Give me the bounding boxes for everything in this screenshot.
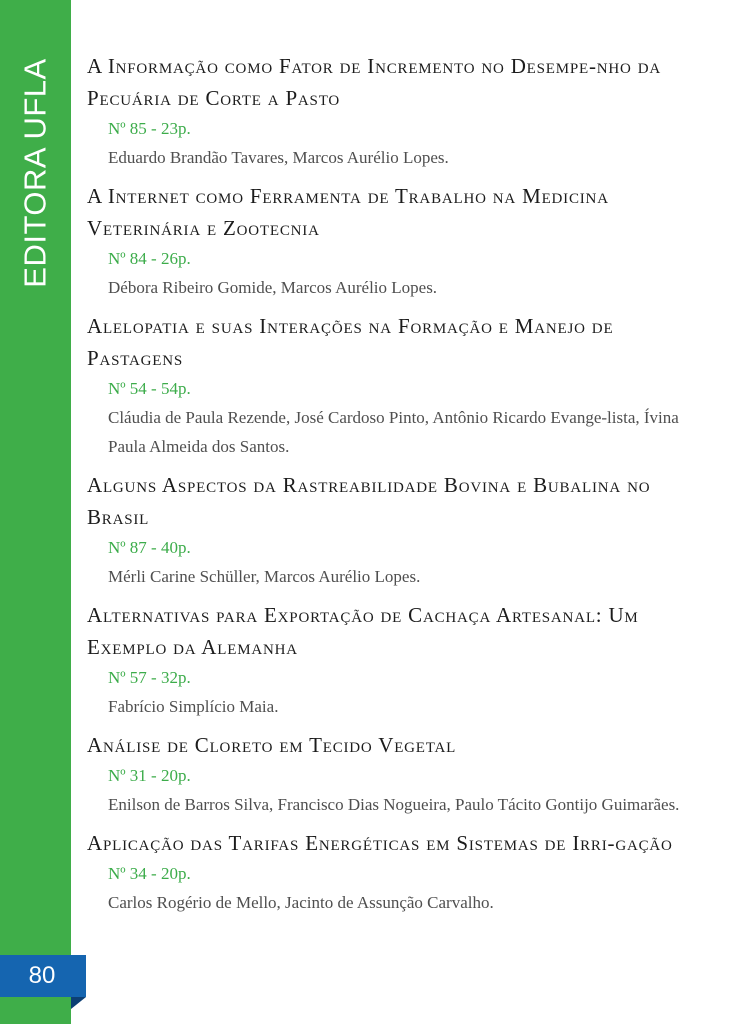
catalog-entry — [87, 50, 685, 172]
entry-authors: Mérli Carine Schüller, Marcos Aurélio Lopes. — [108, 567, 421, 586]
entry-number: Nº 54 - 54p. — [108, 379, 191, 398]
entry-title: Alguns Aspectos da Rastreabilidade Bovina e Bubalina no Brasil — [87, 473, 651, 529]
entry-authors: Cláudia de Paula Rezende, José Cardoso Pinto, Antônio Ricardo Evange-lista, Ívina Paula Almeida dos Santos. — [108, 408, 679, 456]
catalog-entry — [87, 599, 685, 721]
entry-authors: Enilson de Barros Silva, Francisco Dias Nogueira, Paulo Tácito Gontijo Guimarães. — [108, 795, 680, 814]
entry-title: Alelopatia e suas Interações na Formação e Manejo de Pastagens — [87, 314, 614, 370]
entry-title: Alternativas para Exportação de Cachaça Artesanal: Um Exemplo da Alemanha — [87, 603, 639, 659]
page-number: 80 — [28, 962, 56, 989]
catalog-entries — [87, 50, 685, 925]
entry-title: Aplicação das Tarifas Energéticas em Sistemas de Irri-gação — [87, 831, 673, 855]
publisher-name: EDITORA UFLA — [18, 58, 53, 288]
entry-authors: Eduardo Brandão Tavares, Marcos Aurélio Lopes. — [108, 148, 449, 167]
entry-title: Análise de Cloreto em Tecido Vegetal — [87, 733, 457, 757]
page-fold-decoration — [71, 997, 86, 1009]
entry-title: A Informação como Fator de Incremento no Desempe-nho da Pecuária de Corte a Pasto — [87, 54, 661, 110]
page-number-badge — [0, 955, 86, 997]
sidebar — [0, 0, 71, 1024]
catalog-entry — [87, 827, 685, 917]
entry-number: Nº 84 - 26p. — [108, 249, 191, 268]
entry-number: Nº 57 - 32p. — [108, 668, 191, 687]
entry-number: Nº 87 - 40p. — [108, 538, 191, 557]
catalog-entry — [87, 310, 685, 461]
sidebar-title-wrapper — [13, 58, 59, 288]
entry-title: A Internet como Ferramenta de Trabalho na Medicina Veterinária e Zootecnia — [87, 184, 609, 240]
entry-number: Nº 34 - 20p. — [108, 864, 191, 883]
entry-number: Nº 31 - 20p. — [108, 766, 191, 785]
catalog-entry — [87, 729, 685, 819]
entry-authors: Carlos Rogério de Mello, Jacinto de Assunção Carvalho. — [108, 893, 494, 912]
catalog-entry — [87, 469, 685, 591]
entry-authors: Débora Ribeiro Gomide, Marcos Aurélio Lopes. — [108, 278, 438, 297]
entry-number: Nº 85 - 23p. — [108, 119, 191, 138]
entry-authors: Fabrício Simplício Maia. — [108, 697, 279, 716]
catalog-entry — [87, 180, 685, 302]
